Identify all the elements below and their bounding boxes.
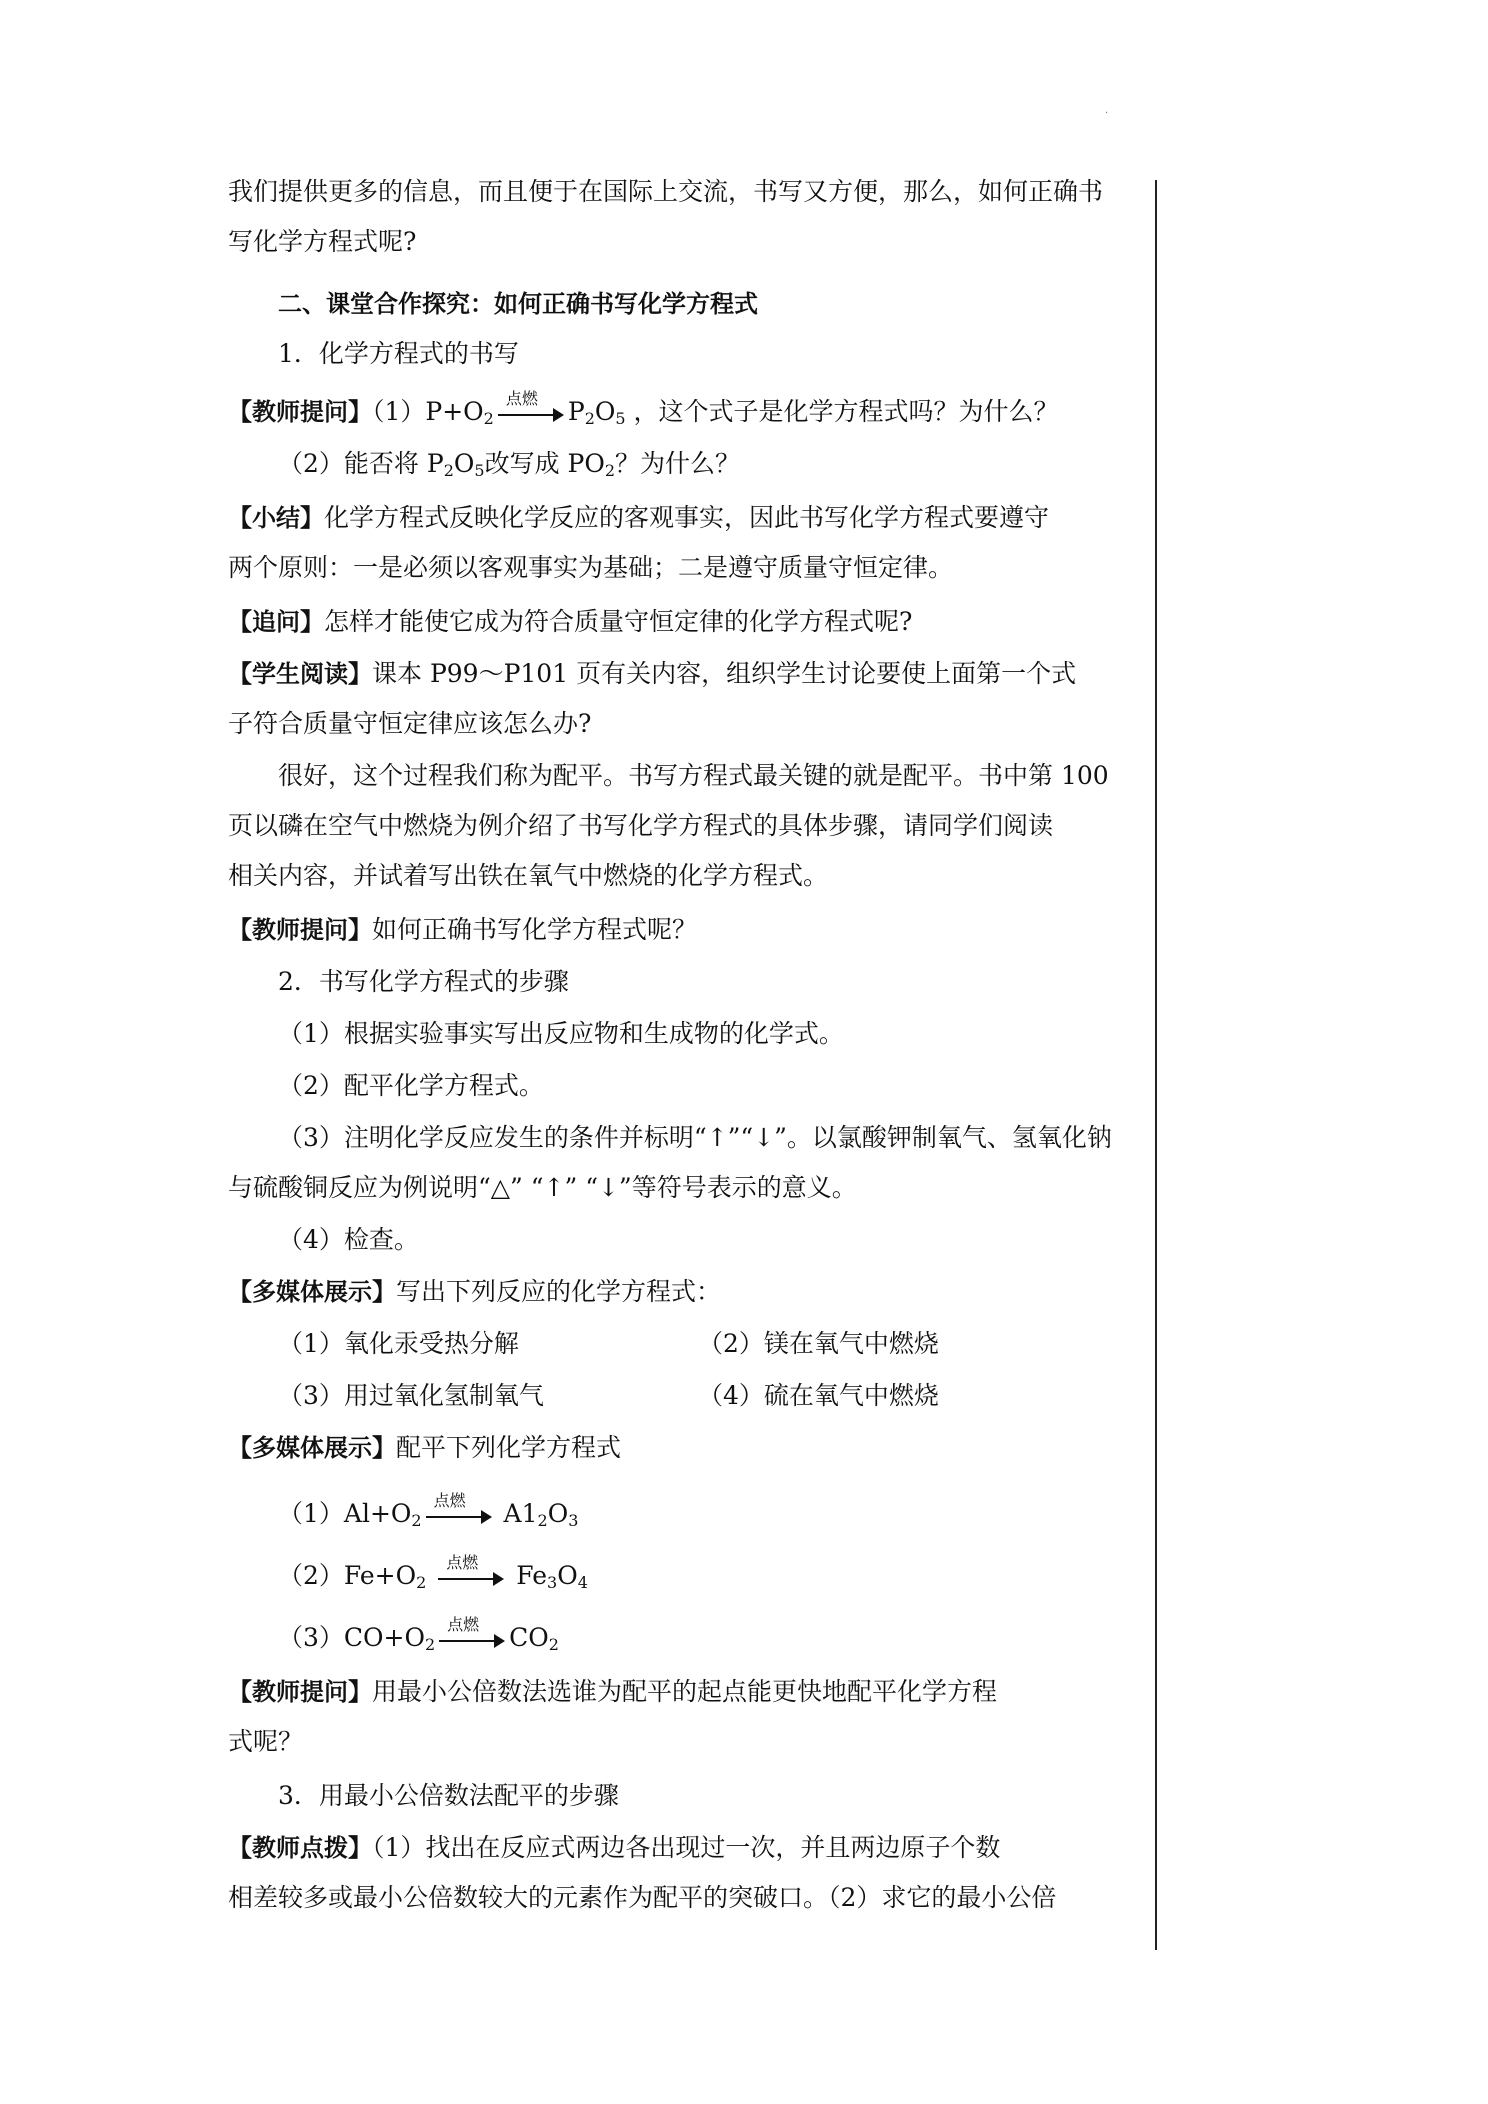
question-text: ，这个式子是化学方程式吗？为什么？ bbox=[633, 397, 1059, 426]
multimedia-1: 【多媒体展示】写出下列反应的化学方程式： bbox=[228, 1277, 722, 1306]
subheading: 3．用最小公倍数法配平的步骤 bbox=[278, 1781, 619, 1810]
label: 【教师提问】 bbox=[228, 1678, 372, 1706]
exercise: （3）用过氧化氢制氧气 bbox=[278, 1381, 544, 1410]
step: （1）根据实验事实写出反应物和生成物的化学式。 bbox=[278, 1019, 844, 1048]
equation-3: $(3)CO+O_2$ 点燃 $CO_2$ bbox=[278, 1614, 559, 1654]
text-line: 两个原则：一是必须以客观事实为基础；二是遵守质量守恒定律。 bbox=[228, 553, 954, 582]
text-line: 很好，这个过程我们称为配平。书写方程式最关键的就是配平。书中第 100 bbox=[278, 761, 1109, 790]
text-line: 子符合质量守恒定律应该怎么办? bbox=[228, 709, 592, 738]
label: 【小结】 bbox=[228, 504, 324, 532]
text-line: 与硫酸铜反应为例说明“△” “↑” “↓”等符号表示的意义。 bbox=[228, 1173, 857, 1202]
teacher-tip: 【教师点拨】（1）找出在反应式两边各出现过一次，并且两边原子个数 bbox=[228, 1833, 1001, 1862]
subheading: 1．化学方程式的书写 bbox=[278, 339, 519, 368]
text-line: 式呢？ bbox=[228, 1727, 304, 1756]
eq-right: P bbox=[567, 397, 585, 426]
label: 【学生阅读】 bbox=[228, 660, 372, 688]
summary: 【小结】化学方程式反映化学反应的客观事实，因此书写化学方程式要遵守 bbox=[228, 503, 1050, 532]
label: 【教师提问】 bbox=[228, 916, 372, 944]
arrow-icon: 点燃 bbox=[438, 1568, 504, 1588]
multimedia-2: 【多媒体展示】配平下列化学方程式 bbox=[228, 1433, 622, 1462]
arrow-icon: 点燃 bbox=[426, 1506, 492, 1526]
teacher-question-4: 【教师提问】用最小公倍数法选谁为配平的起点能更快地配平化学方程 bbox=[228, 1677, 998, 1706]
step: （3）注明化学反应发生的条件并标明“↑”“↓”。以氯酸钾制氧气、氢氧化钠 bbox=[278, 1123, 1112, 1152]
text-line: 我们提供更多的信息，而且便于在国际上交流，书写又方便，那么，如何正确书 bbox=[228, 177, 1104, 206]
table-border-right bbox=[1155, 180, 1157, 1950]
section-heading: 二、课堂合作探究：如何正确书写化学方程式 bbox=[278, 290, 758, 318]
teacher-question-2: （2）能否将 $P_2O_5$改写成 $PO_2$？为什么？ bbox=[278, 449, 741, 480]
teacher-question-1: 【教师提问】$(1)P+O_2$ 点燃 $P_2O_5$ ，这个式子是化学方程式吗？为什么？ bbox=[228, 392, 1059, 428]
exercise: （4）硫在氧气中燃烧 bbox=[698, 1381, 939, 1410]
text-line: 写化学方程式呢? bbox=[228, 227, 417, 256]
student-reading: 【学生阅读】课本 P99～P101 页有关内容，组织学生讨论要使上面第一个式 bbox=[228, 659, 1077, 688]
label: 【教师点拨】 bbox=[228, 1834, 372, 1862]
eq-left: （1）P+O bbox=[372, 397, 484, 426]
exercise-row bbox=[228, 1376, 1146, 1412]
text-line: 页以磷在空气中燃烧为例介绍了书写化学方程式的具体步骤，请同学们阅读 bbox=[228, 811, 1054, 840]
exercise: （2）镁在氧气中燃烧 bbox=[698, 1329, 939, 1358]
label: 【多媒体展示】 bbox=[228, 1434, 396, 1462]
corner-dot: · bbox=[1105, 108, 1109, 119]
text-line: 相关内容，并试着写出铁在氧气中燃烧的化学方程式。 bbox=[228, 861, 829, 890]
label: 【多媒体展示】 bbox=[228, 1278, 396, 1306]
label: 【追问】 bbox=[228, 608, 324, 636]
exercise: （1）氧化汞受热分解 bbox=[278, 1329, 519, 1358]
teacher-question-3: 【教师提问】如何正确书写化学方程式呢？ bbox=[228, 915, 698, 944]
step: （2）配平化学方程式。 bbox=[278, 1071, 544, 1100]
equation-1: $(1)Al+O_2$ 点燃 $A1_2O_3$ bbox=[278, 1490, 579, 1530]
condition: 点燃 bbox=[505, 388, 538, 408]
subheading: 2．书写化学方程式的步骤 bbox=[278, 967, 569, 996]
equation-2: $(2)Fe+O_2$ 点燃 $Fe_3O_4$ bbox=[278, 1552, 588, 1592]
followup: 【追问】怎样才能使它成为符合质量守恒定律的化学方程式呢? bbox=[228, 607, 913, 636]
label: 【教师提问】 bbox=[228, 398, 372, 426]
arrow-icon bbox=[498, 388, 564, 424]
arrow-icon: 点燃 bbox=[439, 1630, 505, 1650]
text-line: 相差较多或最小公倍数较大的元素作为配平的突破口。（2）求它的最小公倍 bbox=[228, 1883, 1057, 1912]
exercise-row bbox=[228, 1324, 1146, 1360]
step: （4）检查。 bbox=[278, 1225, 419, 1254]
